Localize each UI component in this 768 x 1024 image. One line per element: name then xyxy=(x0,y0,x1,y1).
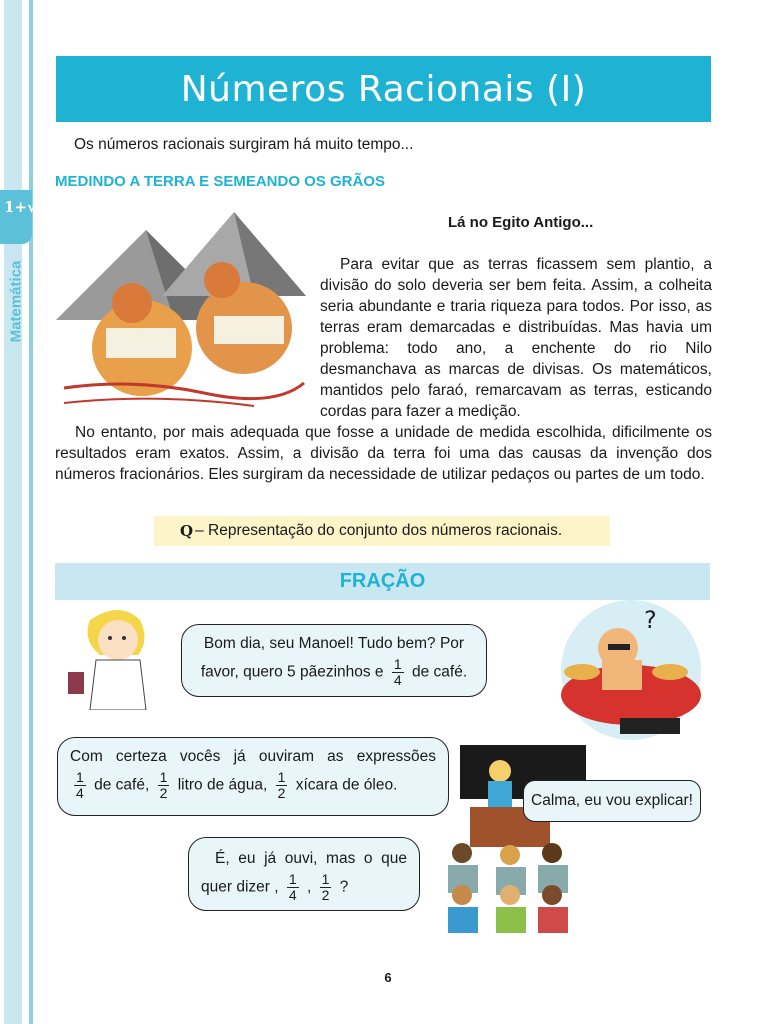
side-band xyxy=(4,0,22,1024)
paragraph-2: No entanto, por mais adequada que fosse a unidade de medida escolhida, dificilmente os resultados eram exatos. Assim, a divisão da terra foi uma das causas da invenção dos números fracionários. Eles surgiram da necessidade de utilizar pedaços ou partes de um todo. xyxy=(55,424,712,483)
fraction-one-half xyxy=(276,770,288,801)
fraction-numerator: 1 xyxy=(321,871,330,887)
fraction-one-half xyxy=(320,872,332,903)
fraction-separator: , xyxy=(306,878,312,896)
subject-label-text: Matemática xyxy=(7,260,25,343)
teacher-phrase-1: de café, xyxy=(94,776,150,794)
student-speech-bubble xyxy=(188,837,420,911)
paragraph-1: Para evitar que as terras ficassem sem plantio, a divisão do solo deveria ser bem feita. Assim, a colheita seria abundante e traria riqueza para todos. Por isso, as terras eram demarcadas e distribuídas. Mas havia um problema: todo ano, a enchente do rio Nilo desmanchava as marcas de divisas. Os matemáticos, mantidos pelo faraó, remarcavam as terras, esticando cordas para fazer a medição. xyxy=(320,256,712,420)
fraction-denominator: 2 xyxy=(321,887,330,903)
intro-text: Os números racionais surgiram há muito tempo... xyxy=(74,136,414,153)
section-heading: MEDINDO A TERRA E SEMEANDO OS GRÃOS xyxy=(55,173,386,190)
teacher-phrase-2: litro de água, xyxy=(177,776,268,794)
title-bar xyxy=(56,56,711,122)
math-symbol-icon: 1+√3 xyxy=(4,198,48,216)
fraction-denominator: 4 xyxy=(76,785,84,801)
page-number: 6 xyxy=(384,970,392,985)
fraction-denominator: 2 xyxy=(277,785,286,801)
fraction-denominator: 2 xyxy=(159,785,168,801)
svg-text:?: ? xyxy=(644,606,657,634)
teacher-phrase-3: xícara de óleo. xyxy=(295,776,398,794)
fraction-denominator: 4 xyxy=(393,672,402,688)
fraction-numerator: 1 xyxy=(76,769,84,785)
fraction-one-half xyxy=(158,770,170,801)
fraction-one-quarter xyxy=(74,770,86,801)
student-line-2 xyxy=(201,872,407,903)
fraction-denominator: 4 xyxy=(288,887,297,903)
teacher-speech-bubble xyxy=(57,737,449,816)
baker-illustration xyxy=(552,600,710,742)
student-line-2-text: quer dizer , xyxy=(201,878,279,896)
fraction-numerator: 1 xyxy=(159,769,168,785)
subheading: Lá no Egito Antigo... xyxy=(448,214,594,231)
definition-text: – Representação do conjunto dos números racionais. xyxy=(195,522,563,539)
side-strip xyxy=(0,0,40,1024)
page-title: Números Racionais (I) xyxy=(180,68,587,110)
girl-line-2 xyxy=(192,657,476,688)
fraction-numerator: 1 xyxy=(393,656,402,672)
girl-line-2-end: de café. xyxy=(411,663,468,681)
fraction-one-quarter xyxy=(287,872,299,903)
teacher-reply-text: Calma, eu vou explicar! xyxy=(531,792,693,809)
classroom-illustration xyxy=(440,745,586,950)
rational-set-symbol: Q xyxy=(180,522,194,540)
girl-line-2-text: favor, quero 5 pãezinhos e xyxy=(200,663,384,681)
student-line-1: É, eu já ouvi, mas o que xyxy=(215,850,407,867)
fracao-heading: FRAÇÃO xyxy=(339,570,426,592)
fracao-heading-bar xyxy=(55,563,710,600)
teacher-reply-bubble xyxy=(523,780,701,822)
subject-label xyxy=(4,255,28,355)
girl-illustration xyxy=(60,600,178,710)
teacher-line-2 xyxy=(70,770,436,801)
fraction-numerator: 1 xyxy=(288,871,297,887)
side-line xyxy=(29,0,33,1024)
fraction-one-quarter xyxy=(392,657,404,688)
student-question-mark: ? xyxy=(339,878,349,896)
girl-speech-bubble xyxy=(181,624,487,697)
egyptians-pyramids-illustration xyxy=(54,208,312,418)
teacher-line-1: Com certeza vocês já ouviram as expressões xyxy=(70,748,436,765)
girl-line-1: Bom dia, seu Manoel! Tudo bem? Por xyxy=(203,635,465,652)
fraction-numerator: 1 xyxy=(277,769,286,785)
definition-box xyxy=(154,516,610,546)
